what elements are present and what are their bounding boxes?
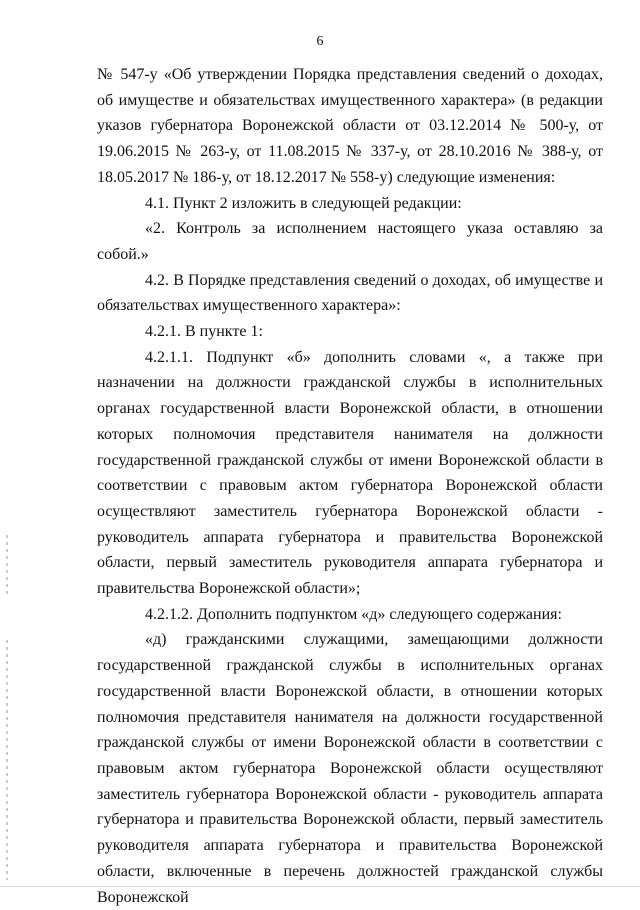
paragraph-6: 4.2.1.1. Подпункт «б» дополнить словами «, а также при назначении на должности гражданской службы в исполнительных органах государственной власти Воронежской области, в отношении которых полномочия представителя нанимателя на должности государственной гражданской службы от имени Воронежской области в соответствии с правовым актом губернатора Воронежской области осуществляют заместитель губернатора Воронежской области - руководитель аппарата губернатора и правительства Воронежской области, первый заместитель руководителя аппарата губернатора и правительства Воронежской области»; [97,348,603,598]
paragraph-3: «2. Контроль за исполнением настоящего указа оставляю за собой.» [97,220,603,263]
paragraph-8: «д) гражданскими служащими, замещающими должности государственной гражданской службы в исполнительных органах государственной власти Воронежской области, в отношении которых полномочия представителя нанимателя на должности государственной гражданской службы от имени Воронежской области в соответствии с правовым актом губернатора Воронежской области осуществляют заместитель губернатора Воронежской области - руководитель аппарата губернатора и правительства Воронежской области, первый заместитель руководителя аппарата губернатора и правительства Воронежской области, включенные в перечень должностей гражданской службы Воронежской [97,631,603,906]
scan-margin-mark-upper [6,535,8,595]
document-body [97,62,603,910]
scan-margin-mark-lower [6,640,8,880]
scan-bottom-edge [0,886,640,887]
paragraph-4: 4.2. В Порядке представления сведений о доходах, об имуществе и обязательствах имущественного характера»: [97,271,603,315]
paragraph-7: 4.2.1.2. Дополнить подпунктом «д» следующего содержания: [145,605,562,623]
paragraph-2: 4.1. Пункт 2 изложить в следующей редакции: [145,194,462,212]
page-number: 6 [316,34,324,49]
paragraph-1: № 547-у «Об утверждении Порядка представления сведений о доходах, об имуществе и обязательствах имущественного характера» (в редакции указов губернатора Воронежской области от 03.12.2014 № 500-у, от 19.06.2015 № 263-у, от 11.08.2015 № 337-у, от 28.10.2016 № 388-у, от 18.05.2017 № 186-у, от 18.12.2017 № 558-у) следующие изменения: [97,66,603,186]
paragraph-5: 4.2.1. В пункте 1: [145,323,263,341]
